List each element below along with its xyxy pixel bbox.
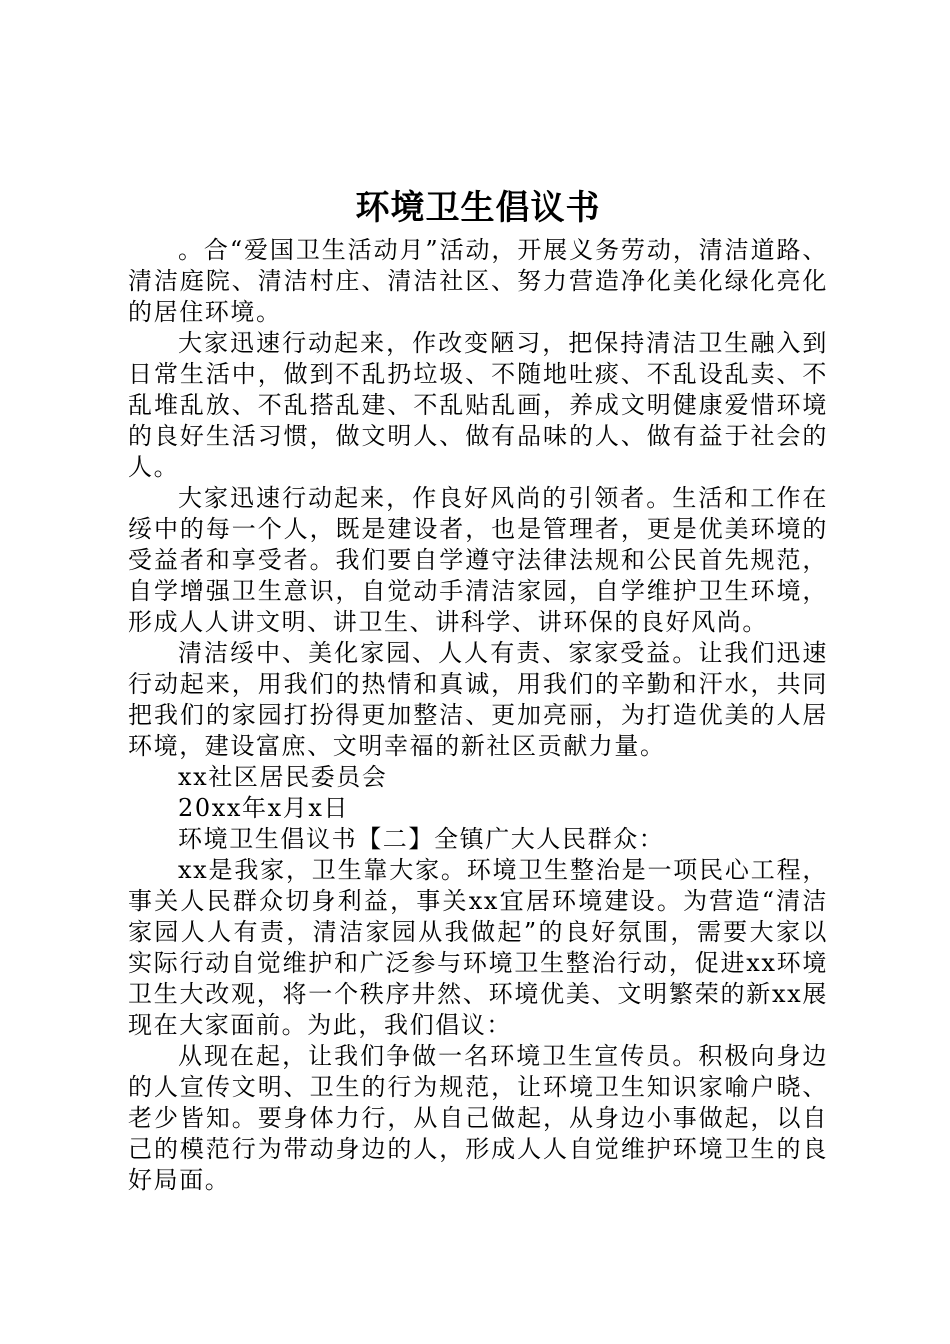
body-paragraph-5: xx是我家，卫生靠大家。环境卫生整治是一项民心工程，事关人民群众切身利益，事关xx宜居环境建设。为营造“清洁家园人人有责，清洁家园从我做起”的良好氛围，需要大家以实际行动自觉维护和广泛参与环境卫生整治行动，促进xx环境卫生大改观，将一个秩序井然、环境优美、文明繁荣的新xx展现在大家面前。为此，我们倡议：	[128, 856, 828, 1039]
document-title: 环境卫生倡议书	[355, 188, 601, 228]
document-page	[128, 185, 828, 1196]
body-paragraph-6: 从现在起，让我们争做一名环境卫生宣传员。积极向身边的人宣传文明、卫生的行为规范，让环境卫生知识家喻户晓、老少皆知。要身体力行，从自己做起，从身边小事做起，以自己的模范行为带动身边的人，形成人人自觉维护环境卫生的良好局面。	[128, 1042, 828, 1194]
second-heading: 环境卫生倡议书【二】全镇广大人民群众：	[178, 825, 665, 853]
signature-line: xx社区居民委员会	[178, 763, 388, 791]
body-paragraph-2: 大家迅速行动起来，作改变陋习，把保持清洁卫生融入到日常生活中，做到不乱扔垃圾、不随地吐痰、不乱设乱卖、不乱堆乱放、不乱搭乱建、不乱贴乱画，养成文明健康爱惜环境的良好生活习惯，做文明人、做有品味的人、做有益于社会的人。	[128, 329, 828, 481]
body-paragraph-3: 大家迅速行动起来，作良好风尚的引领者。生活和工作在绥中的每一个人，既是建设者，也是管理者，更是优美环境的受益者和享受者。我们要自学遵守法律法规和公民首先规范，自学增强卫生意识，自觉动手清洁家园，自学维护卫生环境，形成人人讲文明、讲卫生、讲科学、讲环保的良好风尚。	[128, 484, 828, 636]
body-paragraph-1: 。合“爱国卫生活动月”活动，开展义务劳动，清洁道路、清洁庭院、清洁村庄、清洁社区、努力营造净化美化绿化亮化的居住环境。	[128, 236, 828, 326]
date-line: 20xx年x月x日	[178, 794, 350, 822]
body-paragraph-4: 清洁绥中、美化家园、人人有责、家家受益。让我们迅速行动起来，用我们的热情和真诚，用我们的辛勤和汗水，共同把我们的家园打扮得更加整洁、更加亮丽，为打造优美的人居环境，建设富庶、文明幸福的新社区贡献力量。	[128, 639, 828, 760]
